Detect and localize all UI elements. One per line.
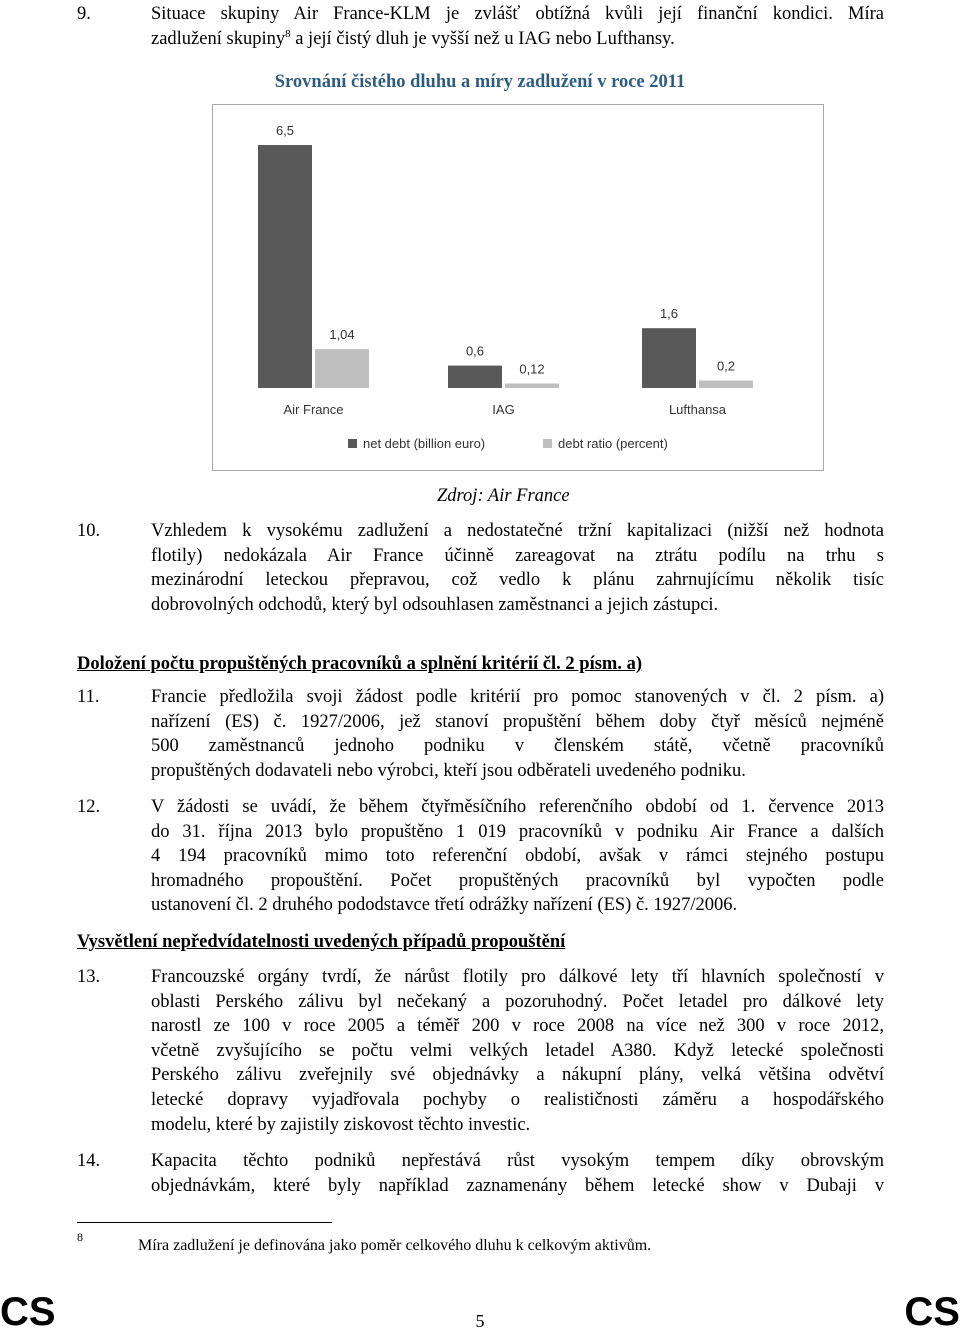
data-label: 0,6 bbox=[465, 343, 485, 359]
text-line: objednávkám, které byly například zaznamenány během letecké show v Dubaji v bbox=[151, 1175, 884, 1196]
bar-iag-series-1 bbox=[448, 366, 502, 388]
data-label: 0,12 bbox=[519, 361, 545, 377]
text-fragment: zadlužení skupiny bbox=[151, 28, 286, 49]
paragraph-11 bbox=[151, 685, 884, 783]
legend-swatch bbox=[543, 439, 552, 448]
bar-lufthansa-series-1 bbox=[642, 328, 696, 388]
text-line: V žádosti se uvádí, že během čtyřměsíčního referenčního období od 1. července 2013 bbox=[151, 797, 884, 817]
bar-chart bbox=[212, 104, 824, 471]
paragraph-9 bbox=[151, 2, 884, 51]
category-label: Lufthansa bbox=[668, 402, 727, 417]
text-line: Vzhledem k vysokému zadlužení a nedostatečné tržní kapitalizaci (nižší než hodnota bbox=[151, 521, 884, 541]
bar-lufthansa-series-2 bbox=[699, 381, 753, 388]
category-label: IAG bbox=[492, 402, 515, 417]
footnote-mark: 8 bbox=[77, 1230, 83, 1244]
text-line: 4 194 pracovníků mimo toto referenční období, avšak v rámci stejného postupu bbox=[151, 846, 884, 867]
text-line: Francie předložila svoji žádost podle kritérií pro pomoc stanovených v čl. 2 písm. a) bbox=[151, 687, 884, 707]
footnote-separator bbox=[77, 1222, 332, 1223]
bar-iag-series-2 bbox=[505, 384, 559, 388]
paragraph-number: 14. bbox=[77, 1151, 101, 1171]
paragraph-12 bbox=[151, 795, 884, 918]
data-label: 0,2 bbox=[716, 358, 736, 374]
text-line: Situace skupiny Air France-KLM je zvlášť obtížná kvůli její finanční kondici. Míra bbox=[151, 4, 884, 24]
paragraph-number: 11. bbox=[77, 687, 100, 707]
legend-swatch bbox=[348, 439, 357, 448]
text-line: Perského zálivu zveřejnily své objednávky a nákupní plány, velká většina odvětví bbox=[151, 1065, 884, 1086]
paragraph-number: 9. bbox=[77, 4, 91, 24]
text-line: ustanovení čl. 2 druhého pododstavce třetí odrážky nařízení (ES) č. 1927/2006. bbox=[151, 895, 738, 916]
text-line: Francouzské orgány tvrdí, že nárůst flotily pro dálkové lety tří hlavních společností v bbox=[151, 967, 884, 987]
footnote-text: Míra zadlužení je definována jako poměr celkového dluhu k celkovým aktivům. bbox=[138, 1237, 652, 1254]
bar-air-france-series-1 bbox=[258, 145, 312, 388]
text-line: 500 zaměstnanců jednoho podniku v členském státě, včetně pracovníků bbox=[151, 736, 884, 757]
text-line bbox=[151, 27, 884, 52]
paragraph-number: 10. bbox=[77, 521, 101, 541]
footer-language-left: CS bbox=[0, 1290, 56, 1334]
paragraph-number: 13. bbox=[77, 967, 101, 987]
text-line: nařízení (ES) č. 1927/2006, jež stanoví propuštění během doby čtyř měsíců nejméně bbox=[151, 711, 884, 732]
text-line: narostl ze 100 v roce 2005 a téměř 200 v roce 2008 na více než 300 v roce 2012, bbox=[151, 1016, 884, 1037]
section-heading: Vysvětlení nepředvídatelnosti uvedených případů propouštění bbox=[77, 932, 566, 952]
text-line: modelu, které by zajistily ziskovost těchto investic. bbox=[151, 1114, 531, 1135]
text-line: flotily) nedokázala Air France účinně zareagovat na ztrátu podílu na trhu s bbox=[151, 545, 884, 566]
paragraph-10 bbox=[151, 519, 884, 617]
data-label: 6,5 bbox=[275, 123, 295, 138]
text-line: mezinárodní leteckou přepravou, což vedlo k plánu zahrnujícímu několik tisíc bbox=[151, 570, 884, 591]
text-line: Kapacita těchto podniků nepřestává růst vysokým tempem díky obrovským bbox=[151, 1151, 884, 1171]
section-heading: Doložení počtu propuštěných pracovníků a splnění kritérií čl. 2 písm. a) bbox=[77, 654, 642, 674]
paragraph-number: 12. bbox=[77, 797, 101, 817]
category-label: Air France bbox=[283, 402, 344, 417]
paragraph-13 bbox=[151, 965, 884, 1137]
chart-title: Srovnání čistého dluhu a míry zadlužení v roce 2011 bbox=[274, 72, 686, 92]
text-line: do 31. října 2013 bylo propuštěno 1 019 pracovníků v podniku Air France a dalších bbox=[151, 821, 884, 842]
data-label: 1,04 bbox=[329, 327, 355, 343]
text-line: dobrovolných odchodů, který byl odsouhlasen zaměstnanci a jejich zástupci. bbox=[151, 594, 719, 615]
legend-label: net debt (billion euro) bbox=[363, 436, 486, 451]
legend-label: debt ratio (percent) bbox=[558, 436, 668, 451]
text-line: včetně zvyšujícího se počtu velmi velkých letadel A380. Když letecké společnosti bbox=[151, 1040, 884, 1061]
text-line: propuštěných dodavateli nebo výrobci, kteří jsou odběrateli uvedeného podniku. bbox=[151, 760, 746, 781]
page-number: 5 bbox=[475, 1311, 485, 1331]
chart-source: Zdroj: Air France bbox=[437, 486, 570, 506]
text-line: oblasti Perského zálivu byl nečekaný a pozoruhodný. Počet letadel pro dálkové lety bbox=[151, 991, 884, 1012]
text-line: hromadného propouštění. Počet propuštěných pracovníků byl vypočten podle bbox=[151, 870, 884, 891]
text-fragment: a její čistý dluh je vyšší než u IAG nebo Lufthansy. bbox=[295, 28, 675, 49]
paragraph-14 bbox=[151, 1149, 884, 1198]
bar-air-france-series-2 bbox=[315, 349, 369, 388]
chart-canvas bbox=[213, 105, 823, 470]
footer-language-right: CS bbox=[904, 1290, 960, 1334]
text-line: letecké dopravy vyjadřovala pochyby o realističnosti záměru a hospodářského bbox=[151, 1089, 884, 1110]
footnote-reference[interactable]: 8 bbox=[285, 27, 291, 40]
data-label: 1,6 bbox=[659, 306, 679, 322]
